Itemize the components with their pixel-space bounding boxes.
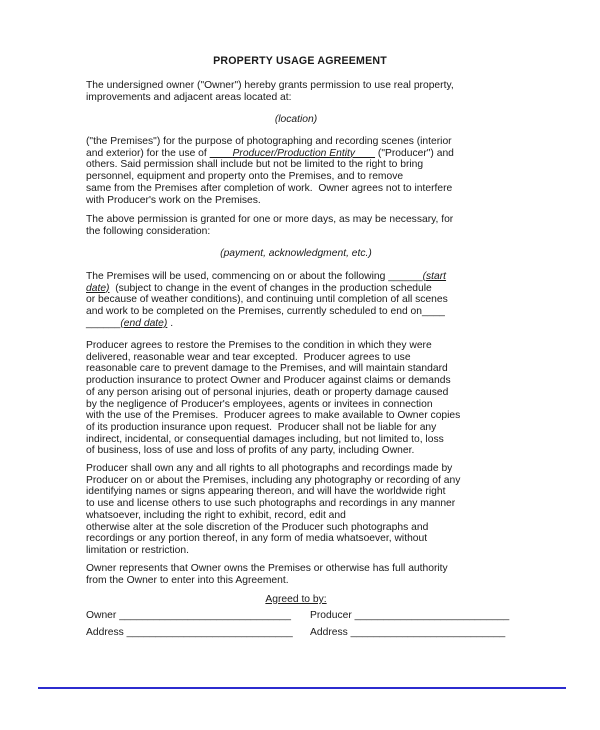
text-fragment: (subject to change in the event of changes in the production schedule — [109, 282, 432, 294]
end-date-placeholder: (end date) — [120, 317, 168, 329]
owner-address-label: Address — [86, 627, 124, 638]
text-line: delivered, reasonable wear and tear excepted. Producer agrees to use — [86, 351, 411, 363]
text-fragment: . — [167, 317, 174, 329]
text-line: personnel, equipment and property onto the Premises, and to remove — [86, 171, 404, 183]
text-line: Producer shall own any and all rights to all photographs and recordings made by — [86, 463, 453, 474]
owner-address-line — [86, 627, 293, 639]
text-fragment: The Premises will be used, commencing on or about the following — [86, 271, 389, 282]
text-line: others. Said permission shall include but not be limited to the right to bring — [86, 159, 424, 171]
permission-paragraph — [86, 214, 526, 237]
text-line: improvements and adjacent areas located at: — [86, 91, 292, 103]
text-line: with the use of the Premises. Producer agrees to make available to Owner copies — [86, 410, 461, 422]
location-placeholder: (location) — [274, 114, 318, 125]
producer-address-blank: ___________________________ — [350, 627, 506, 638]
text-line: the following consideration: — [86, 225, 211, 237]
owner-blank: ______________________________ — [119, 610, 292, 621]
text-line: whatsoever, including the right to exhibit, record, edit and — [86, 509, 346, 521]
text-line: indirect, incidental, or consequential damages including, but not limited to, loss — [86, 433, 444, 445]
text-line: otherwise alter at the sole discretion of the Producer such photographs and — [86, 521, 429, 533]
owner-signature-line — [86, 610, 291, 622]
blank-fill — [355, 148, 375, 159]
text-line: identifying names or signs appearing thereon, and will have the worldwide right — [86, 486, 446, 498]
producer-label: Producer — [310, 610, 352, 621]
authority-paragraph — [86, 563, 526, 586]
text-line: ("the Premises") for the purpose of photographing and recording scenes (interior — [86, 136, 452, 147]
text-line: to use and license others to use such photographs and recordings in any manner — [86, 498, 456, 510]
text-line: production insurance to protect Owner and Producer against claims or demands — [86, 375, 451, 387]
producer-blank: ___________________________ — [354, 610, 510, 621]
text-line: by the negligence of Producer's employees, agents or invitees in connection — [86, 398, 433, 410]
text-line: of any person arising out of personal injuries, death or property damage caused — [86, 386, 449, 398]
text-line — [86, 318, 526, 330]
document-title: PROPERTY USAGE AGREEMENT — [213, 55, 387, 67]
blank-fill — [210, 148, 233, 159]
text-line: Producer on or about the Premises, including any photography or recording of any — [86, 474, 461, 486]
text-line: of business, loss of use and loss of profits of any party, including Owner. — [86, 445, 415, 457]
text-line: Producer agrees to restore the Premises to the condition in which they were — [86, 340, 432, 351]
text-line: Owner represents that Owner owns the Premises or otherwise has full authority — [86, 563, 448, 574]
text-line — [86, 271, 526, 283]
intro-paragraph — [86, 80, 526, 103]
producer-address-line — [310, 627, 505, 639]
text-line: same from the Premises after completion of work. Owner agrees not to interfere — [86, 182, 453, 194]
producer-signature-line — [310, 610, 509, 622]
text-line: The undersigned owner ("Owner") hereby grants permission to use real property, — [86, 80, 454, 91]
owner-label: Owner — [86, 610, 117, 621]
text-line — [86, 306, 526, 318]
blank-fill: ______ — [86, 317, 121, 329]
text-line: with Producer's work on the Premises. — [86, 194, 261, 206]
restore-paragraph — [86, 340, 526, 457]
text-line: reasonable care to prevent damage to the Premises, and will maintain standard — [86, 363, 448, 375]
premises-paragraph — [86, 136, 526, 206]
text-line: recordings or any portion thereof, in any form of media whatsoever, without — [86, 533, 428, 545]
rights-paragraph — [86, 463, 526, 557]
text-line: of its production insurance upon request. Producer shall not be liable for any — [86, 421, 437, 433]
text-line: or because of weather conditions), and continuing until completion of all scenes — [86, 294, 448, 306]
text-fragment: ("Producer") and — [375, 147, 454, 159]
text-fragment: and work to be completed on the Premises, currently scheduled to end on — [86, 306, 422, 318]
agreed-label: Agreed to by: — [265, 594, 327, 605]
text-line: The above permission is granted for one or more days, as may be necessary, for — [86, 214, 454, 225]
consideration-placeholder: (payment, acknowledgment, etc.) — [220, 248, 372, 259]
blank-fill: ____ — [422, 306, 445, 318]
owner-address-blank: _____________________________ — [126, 627, 293, 638]
footer-rule — [38, 687, 566, 689]
text-line — [86, 148, 526, 160]
entity-field — [210, 148, 375, 159]
schedule-paragraph — [86, 271, 526, 330]
text-line — [86, 283, 526, 295]
producer-entity-placeholder: Producer/Production Entity — [232, 147, 356, 159]
blank-fill: ______ — [388, 271, 423, 282]
text-line: from the Owner to enter into this Agreement. — [86, 574, 289, 586]
start-date-placeholder: (start — [422, 271, 447, 282]
text-line: limitation or restriction. — [86, 544, 189, 556]
start-date-placeholder: date) — [86, 282, 110, 294]
text-fragment: and exterior) for the use of — [86, 147, 210, 159]
producer-address-label: Address — [310, 627, 348, 638]
